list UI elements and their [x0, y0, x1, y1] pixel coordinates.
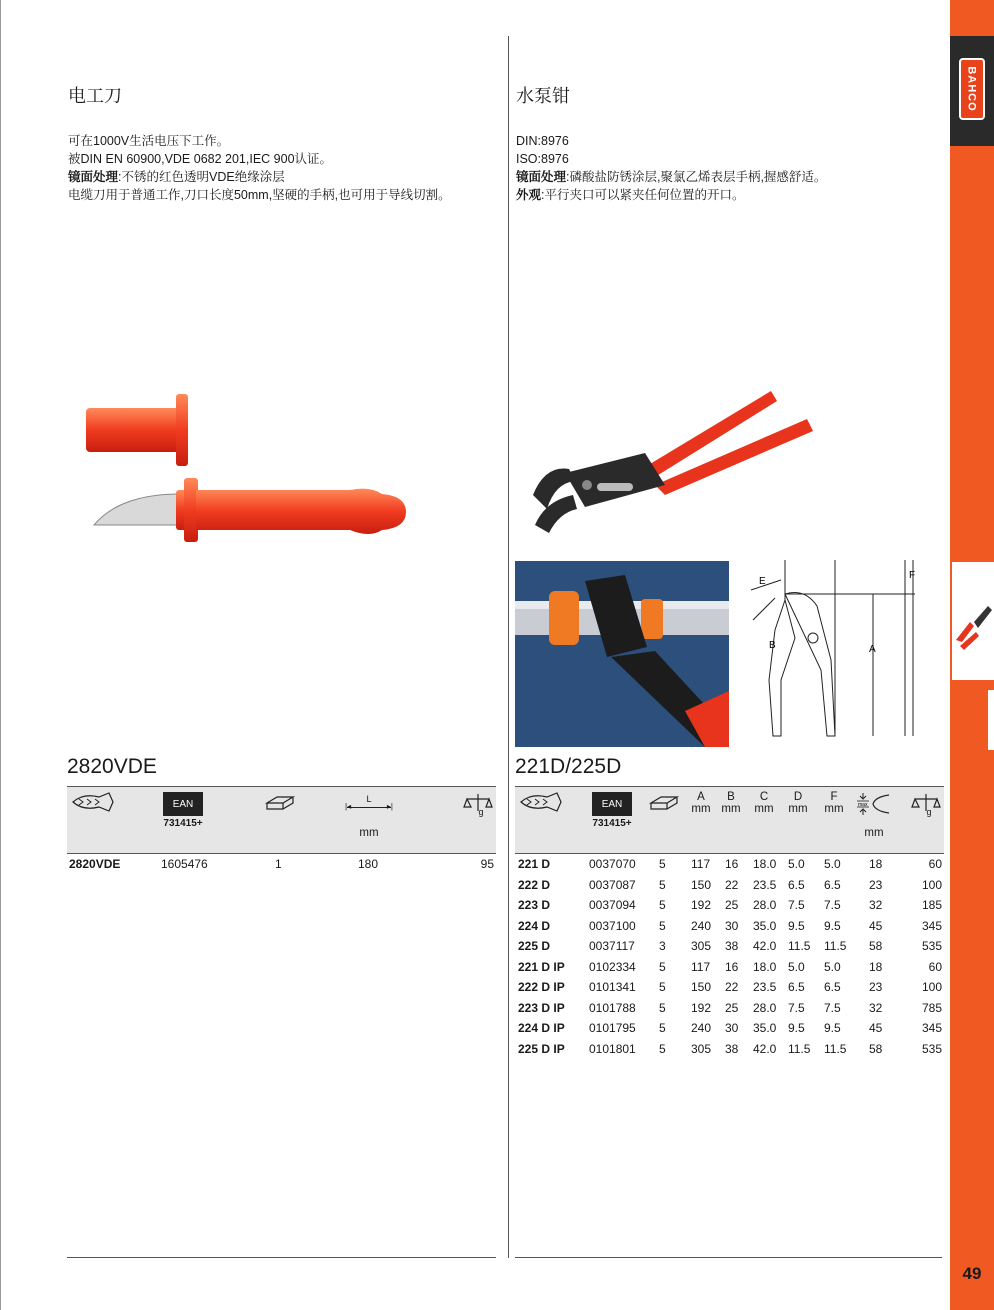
table-row [67, 857, 496, 875]
cell-f: 7.5 [824, 898, 841, 912]
cell-code: 224 D [518, 918, 551, 933]
right-desc-line-4: 外观:平行夹口可以紧夹任何位置的开口。 [516, 188, 745, 202]
left-model-heading: 2820VDE [67, 755, 157, 778]
dim-a-header: A mm [691, 791, 711, 815]
table-row [515, 857, 944, 875]
cell-f: 6.5 [824, 980, 841, 994]
cell-f: 5.0 [824, 959, 841, 974]
cell-max: 23 [869, 877, 883, 892]
cell-pack: 3 [659, 939, 666, 953]
cell-ean: 1605476 [161, 857, 208, 871]
cell-code: 222 D [518, 877, 551, 892]
cell-code: 2820VDE [69, 857, 121, 871]
cell-a: 117 [691, 857, 711, 871]
cell-c: 42.0 [753, 939, 777, 953]
cell-code: 225 D [518, 939, 551, 953]
cell-max: 32 [869, 898, 883, 912]
cell-a: 305 [691, 939, 712, 953]
cell-weight: 95 [480, 857, 494, 871]
length-icon: L |◂ ▸| [345, 794, 393, 811]
cell-weight: 345 [921, 1021, 942, 1035]
right-desc-line-2: ISO:8976 [516, 152, 569, 166]
right-model-heading: 221D/225D [515, 755, 622, 778]
ean-badge: EAN [163, 792, 203, 816]
cell-b: 16 [725, 959, 739, 974]
page-number: 49 [962, 1264, 982, 1283]
cell-d: 6.5 [788, 877, 805, 892]
cell-ean: 0101341 [589, 980, 636, 994]
cell-ean: 0037117 [589, 939, 635, 953]
cell-code: 223 D [518, 898, 551, 912]
cell-b: 22 [725, 980, 739, 994]
cell-pack: 5 [659, 1041, 666, 1056]
right-description [516, 132, 946, 204]
cell-max: 18 [869, 857, 883, 871]
cell-weight: 535 [921, 1041, 942, 1056]
cell-code: 221 D [518, 857, 551, 871]
cell-f: 7.5 [824, 1000, 841, 1015]
pack-quantity-icon [647, 793, 681, 813]
product-code-icon [517, 791, 565, 813]
cell-c: 42.0 [753, 1041, 777, 1056]
cell-d: 11.5 [788, 1041, 811, 1056]
cell-c: 35.0 [753, 918, 777, 933]
left-description [68, 132, 498, 204]
weight-unit: g [478, 807, 484, 817]
cell-pack: 5 [659, 857, 666, 871]
cell-a: 150 [691, 877, 712, 892]
table-row [515, 980, 944, 998]
cell-c: 28.0 [753, 1000, 777, 1015]
cell-b: 30 [725, 918, 739, 933]
cell-max: 18 [869, 959, 883, 974]
cell-pack: 5 [659, 959, 666, 974]
product-code-icon [69, 791, 117, 813]
cell-f: 9.5 [824, 1021, 841, 1035]
dim-f-header: F mm [824, 791, 844, 815]
right-bottom-rule [515, 1257, 942, 1258]
band-notch [988, 690, 994, 750]
table-row [515, 878, 944, 896]
ean-prefix: 731415+ [592, 818, 632, 829]
table-row [515, 960, 944, 978]
table-row [515, 1042, 944, 1060]
cell-pack: 5 [659, 980, 666, 994]
cell-b: 25 [725, 1000, 739, 1015]
cell-weight: 785 [921, 1000, 942, 1015]
dim-d-header: D mm [788, 791, 808, 815]
weight-unit: g [926, 807, 932, 817]
cell-ean: 0102334 [589, 959, 636, 974]
cell-c: 23.5 [753, 877, 777, 892]
pliers-icon [952, 562, 994, 680]
cell-length: 180 [358, 857, 379, 871]
cell-pack: 5 [659, 898, 666, 912]
cell-d: 7.5 [788, 1000, 805, 1015]
dim-c-header: C mm [754, 791, 774, 815]
diagram-label-b: B [769, 640, 776, 651]
left-desc-line-1: 可在1000V生活电压下工作。 [68, 134, 230, 148]
cell-max: 45 [869, 1021, 883, 1035]
cell-max: 58 [869, 939, 883, 953]
category-tab [952, 562, 994, 680]
cell-pack: 5 [659, 1021, 666, 1035]
ean-prefix: 731415+ [163, 818, 203, 829]
cell-weight: 60 [928, 857, 942, 871]
cell-ean: 0101795 [589, 1021, 636, 1035]
cell-pack: 5 [659, 918, 666, 933]
table-row [515, 1021, 944, 1039]
cell-b: 38 [725, 939, 739, 953]
table-row [515, 898, 944, 916]
right-desc-line-1: DIN:8976 [516, 134, 569, 148]
cell-f: 6.5 [824, 877, 841, 892]
max-unit: mm [864, 827, 884, 839]
table-row [515, 1001, 944, 1019]
table-row [515, 939, 944, 957]
cell-code: 224 D IP [518, 1021, 565, 1035]
cell-a: 117 [691, 959, 711, 974]
ean-badge: EAN [592, 792, 632, 816]
right-desc-line-3: 镜面处理:磷酸盐防锈涂层,聚氯乙烯表层手柄,握感舒适。 [516, 170, 827, 184]
cell-a: 305 [691, 1041, 712, 1056]
cell-b: 38 [725, 1041, 739, 1056]
dimension-diagram [745, 560, 935, 746]
left-desc-line-3: 镜面处理:不锈的红色透明VDE绝缘涂层 [68, 170, 285, 184]
cell-f: 11.5 [824, 1041, 847, 1056]
cell-max: 58 [869, 1041, 883, 1056]
cell-weight: 185 [921, 898, 942, 912]
max-label: max [858, 802, 868, 808]
cell-d: 9.5 [788, 1021, 805, 1035]
cell-pack: 5 [659, 1000, 666, 1015]
cell-c: 18.0 [753, 857, 777, 871]
cell-d: 11.5 [788, 939, 811, 953]
cell-ean: 0037070 [589, 857, 636, 871]
cell-weight: 345 [921, 918, 942, 933]
pack-quantity-icon [263, 793, 297, 813]
cell-max: 45 [869, 918, 883, 933]
cell-max: 23 [869, 980, 883, 994]
cell-pack: 1 [275, 857, 282, 871]
cell-d: 5.0 [788, 857, 805, 871]
cell-b: 25 [725, 898, 739, 912]
cell-weight: 60 [928, 959, 942, 974]
cell-weight: 100 [921, 980, 942, 994]
left-desc-line-2: 被DIN EN 60900,VDE 0682 201,IEC 900认证。 [68, 152, 333, 166]
cell-ean: 0037094 [589, 898, 636, 912]
left-table-header [67, 786, 496, 854]
cell-c: 28.0 [753, 898, 777, 912]
left-section-title: 电工刀 [68, 86, 122, 106]
cell-a: 192 [691, 898, 712, 912]
left-bottom-rule [67, 1257, 496, 1258]
cell-a: 192 [691, 1000, 712, 1015]
cell-max: 32 [869, 1000, 883, 1015]
length-unit: mm [359, 827, 379, 839]
cell-c: 23.5 [753, 980, 777, 994]
right-table-header [515, 786, 944, 854]
left-desc-line-4: 电缆刀用于普通工作,刀口长度50mm,坚硬的手柄,也可用于导线切割。 [68, 188, 451, 202]
diagram-label-f: F [909, 570, 916, 581]
cell-ean: 0037100 [589, 918, 636, 933]
cell-pack: 5 [659, 877, 666, 892]
cell-f: 11.5 [824, 939, 847, 953]
water-pump-pliers-image [525, 385, 825, 545]
cell-ean: 0101788 [589, 1000, 636, 1015]
column-divider [508, 36, 509, 1258]
max-capacity-icon [857, 791, 891, 817]
cell-code: 221 D IP [518, 959, 565, 974]
cell-d: 6.5 [788, 980, 805, 994]
cell-a: 240 [691, 918, 712, 933]
table-row [515, 919, 944, 937]
cell-ean: 0101801 [589, 1041, 636, 1056]
diagram-label-e: E [759, 576, 766, 587]
cell-a: 240 [691, 1021, 712, 1035]
cell-c: 35.0 [753, 1021, 777, 1035]
bahco-logo-text: BAHCO [966, 66, 978, 112]
cell-b: 22 [725, 877, 739, 892]
cell-a: 150 [691, 980, 712, 994]
cell-code: 222 D IP [518, 980, 565, 994]
pliers-in-use-photo [515, 561, 729, 747]
cell-d: 9.5 [788, 918, 805, 933]
cell-f: 5.0 [824, 857, 841, 871]
dim-b-header: B mm [721, 791, 741, 815]
cell-d: 7.5 [788, 898, 805, 912]
cell-b: 30 [725, 1021, 739, 1035]
cell-code: 223 D IP [518, 1000, 565, 1015]
page-left-rule [0, 0, 1, 1310]
cell-d: 5.0 [788, 959, 805, 974]
cell-c: 18.0 [753, 959, 777, 974]
cell-f: 9.5 [824, 918, 841, 933]
cell-weight: 100 [921, 877, 942, 892]
right-section-title: 水泵钳 [516, 86, 570, 106]
cell-weight: 535 [921, 939, 942, 953]
cell-code: 225 D IP [518, 1041, 565, 1056]
cell-b: 16 [725, 857, 739, 871]
diagram-label-a: A [869, 644, 876, 655]
cable-knife-image [80, 390, 420, 550]
cell-ean: 0037087 [589, 877, 636, 892]
